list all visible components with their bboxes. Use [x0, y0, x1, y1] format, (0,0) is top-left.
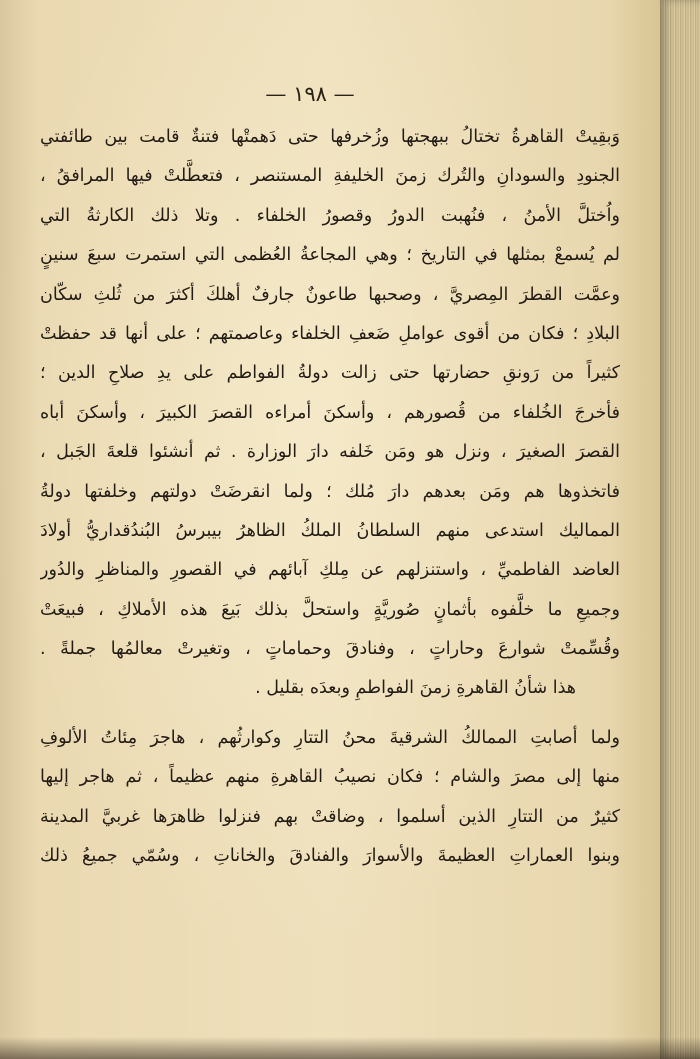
text-line: البلادِ ؛ فكان من أقوى عواملِ ضَعفِ الخلفاء وعاصمتهم ؛ على أنها قد حفظتْ	[40, 323, 620, 344]
text-line: هذا شأنُ القاهرةِ زمنَ الفواطمِ وبعدَه بقليل .	[255, 678, 576, 699]
text-line: الجنودِ والسودانِ والتُرك زمنَ الخليفةِ المستنصر ، فتعطَّلتْ فيها المرافقُ ،	[40, 166, 620, 187]
text-line: كثيراً من رَونقِ حضارتها حتى زالت دولةُ الفواطم على يدِ صلاحِ الدين ؛	[40, 363, 620, 384]
body-text	[40, 118, 620, 876]
text-line: فأخرجَ الخُلفاء من قُصورهم ، وأسكنَ أمراءه القصرَ الكبيرَ ، وأسكنَ أباه	[40, 402, 620, 423]
bottom-shadow	[0, 1037, 700, 1059]
paragraph-gap	[40, 709, 620, 719]
text-line: المماليك استدعى منهم السلطانُ الملكُ الظاهرُ بيبرسُ البُندُقداريُّ أولادَ	[40, 520, 620, 541]
text-line: العاضد الفاطميِّ ، واستنزلهم عن مِلكِ آبائهم في القصورِ والمناظرِ والدُور	[40, 560, 620, 581]
text-line: لم يُسمعْ بمثلها في التاريخ ؛ وهي المجاعةُ العُظمى التي استمرت سبعَ سنينٍ	[40, 245, 620, 266]
paragraph-1	[40, 118, 620, 669]
text-line: وقُسِّمتْ شوارعَ وحاراتٍ ، وفنادقَ وحماماتٍ ، وتغيرتْ معالمُها جملةً .	[40, 639, 620, 660]
text-line: فاتخذوها هم ومَن بعدهم دارَ مُلك ؛ ولما انقرضَتْ دولتهم وخلفتها دولةُ	[40, 481, 620, 502]
text-line: وجميعِ ما خلَّفوه بأثمانٍ صُوريَّةٍ واستحلَّ بذلك بَيعَ هذه الأملاكِ ، فبيعَتْ	[40, 599, 620, 620]
page-edges	[660, 0, 700, 1059]
text-line: وعمَّت القطرَ المِصريَّ ، وصحبها طاعونٌ جارفٌ أهلكَ أكثرَ من ثُلثِ سكّان	[40, 284, 620, 305]
text-line: وَبقِيتْ القاهرةُ تختالُ ببهجتها وزُخرفها حتى دَهمتْها فتنةٌ قامت بين طائفتي	[40, 127, 620, 147]
page-number: — ١٩٨ —	[265, 82, 355, 106]
text-line: واُختلَّ الأمنُ ، فنُهبت الدورُ وقصورُ الخلفاء . وتلا ذلك الكارثةُ التي	[40, 205, 620, 226]
text-line: القصرَ الصغيرَ ، ونزل هو ومَن خَلفه دارَ الوزارة . ثم أنشئوا قلعةَ الجَبل ،	[40, 442, 620, 463]
text-line: وبنوا العماراتِ العظيمةَ والأسوارَ والفنادقَ والخاناتِ ، وسُمّي جميعُ ذلك	[40, 846, 620, 867]
text-line: كثيرٌ من التتارِ الذين أسلموا ، وضاقتْ بهم فنزلوا ظاهرَها غربيَّ المدينة	[40, 806, 620, 827]
text-line: منها إلى مصرَ والشام ؛ فكان نصيبُ القاهرةِ منهم عظيماً ، ثم هاجر إليها	[40, 767, 620, 788]
paragraph-2	[40, 669, 620, 708]
text-line: ولما أصابتِ الممالكُ الشرقيةَ محنُ التتارِ وكوارثُهم ، هاجرَ مِئاتُ الألوفِ	[40, 727, 620, 748]
paragraph-3	[40, 719, 620, 877]
